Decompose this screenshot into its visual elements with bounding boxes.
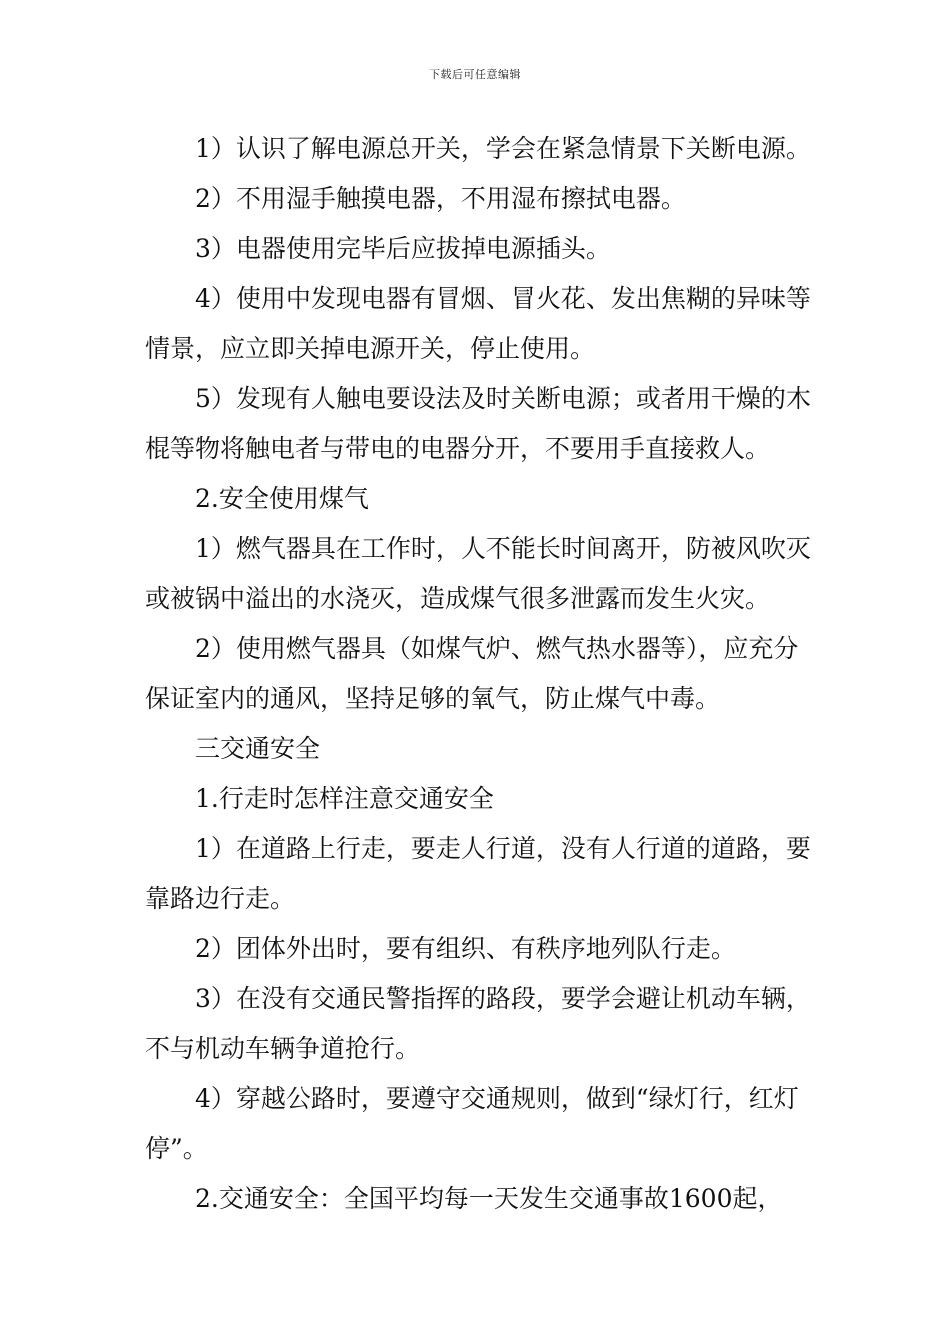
paragraph: 3）电器使用完毕后应拔掉电源插头。 <box>195 234 611 263</box>
paragraph: 2.交通安全：全国平均每一天发生交通事故1600起， <box>195 1184 783 1213</box>
paragraph: 3）在没有交通民警指挥的路段，要学会避让机动车辆，不与机动车辆争道抢行。 <box>145 984 811 1063</box>
section-heading: 1.行走时怎样注意交通安全 <box>195 784 494 813</box>
paragraph: 1）认识了解电源总开关，学会在紧急情景下关断电源。 <box>195 134 811 163</box>
page-header: 下载后可任意编辑 <box>429 68 521 81</box>
paragraph: 1）在道路上行走，要走人行道，没有人行道的道路，要靠路边行走。 <box>145 834 811 913</box>
document-body <box>145 124 815 1224</box>
section-heading: 2.安全使用煤气 <box>195 484 369 513</box>
paragraph: 2）使用燃气器具（如煤气炉、燃气热水器等），应充分保证室内的通风，坚持足够的氧气，防止煤气中毒。 <box>145 634 799 713</box>
paragraph: 2）团体外出时，要有组织、有秩序地列队行走。 <box>195 934 736 963</box>
paragraph: 2）不用湿手触摸电器，不用湿布擦拭电器。 <box>195 184 686 213</box>
paragraph: 4）使用中发现电器有冒烟、冒火花、发出焦糊的异味等情景，应立即关掉电源开关，停止使用。 <box>145 284 811 363</box>
section-heading: 三交通安全 <box>195 734 321 763</box>
paragraph: 4）穿越公路时，要遵守交通规则，做到“绿灯行，红灯停”。 <box>145 1084 799 1163</box>
paragraph: 1）燃气器具在工作时，人不能长时间离开，防被风吹灭或被锅中溢出的水浇灭，造成煤气很多泄露而发生火灾。 <box>145 534 811 613</box>
paragraph: 5）发现有人触电要设法及时关断电源；或者用干燥的木棍等物将触电者与带电的电器分开，不要用手直接救人。 <box>145 384 811 463</box>
